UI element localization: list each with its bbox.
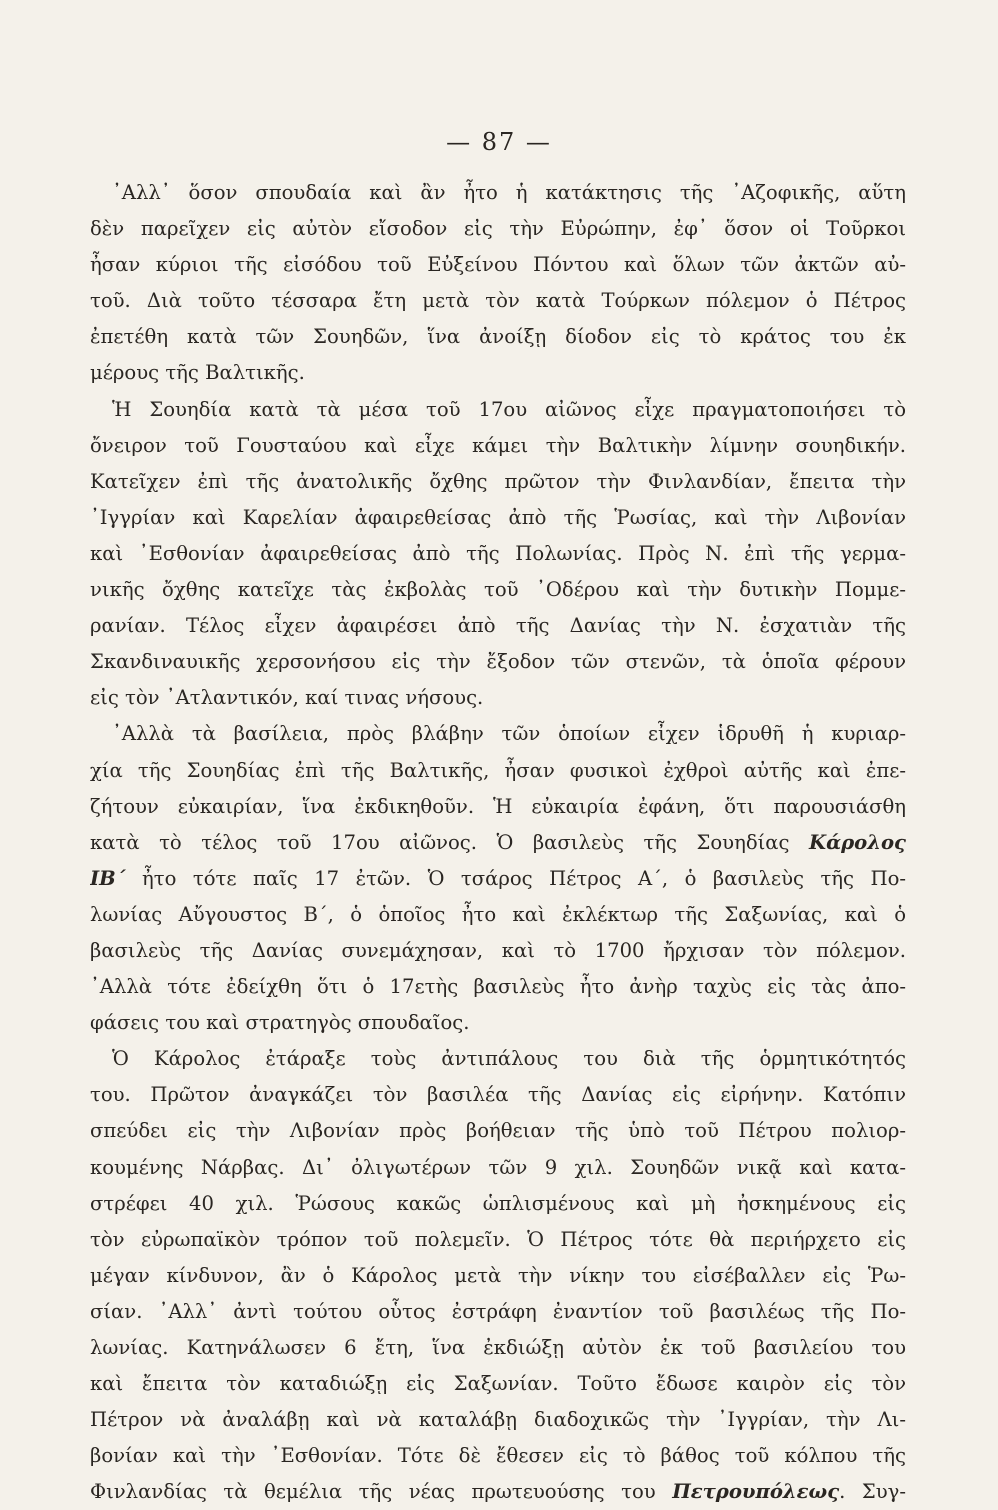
- line-text: φάσεις του καὶ στρατηγὸς σπουδαῖος.: [90, 1011, 470, 1035]
- text-line: [90, 283, 906, 319]
- text-line: [90, 1186, 906, 1222]
- line-text: ᾿Ιγγρίαν καὶ Καρελίαν ἀφαιρεθείσας ἀπὸ τῆς Ῥωσίας, καὶ τὴν Λιβονίαν: [90, 505, 906, 529]
- line-text: δὲν παρεῖχεν εἰς αὐτὸν εἴσοδον εἰς τὴν Εὐρώπην, ἐφ᾿ ὅσον οἱ Τοῦρκοι: [90, 217, 906, 241]
- line-text: ἦτο τότε παῖς 17 ἐτῶν. Ὁ τσάρος Πέτρος Α΄, ὁ βασιλεὺς τῆς Πο-: [125, 866, 906, 890]
- text-line: [90, 789, 906, 825]
- line-text: εἰς τὸν ᾿Ατλαντικόν, καί τινας νήσους.: [90, 686, 484, 710]
- text-line: [90, 1294, 906, 1330]
- text-line: [90, 500, 906, 536]
- line-text: βασιλεὺς τῆς Δανίας συνεμάχησαν, καὶ τὸ 1700 ἤρχισαν τὸν πόλεμον.: [90, 938, 906, 962]
- line-text: ρανίαν. Τέλος εἶχεν ἀφαιρέσει ἀπὸ τῆς Δανίας τὴν Ν. ἐσχατιὰν τῆς: [90, 614, 906, 638]
- line-text: ἐπετέθη κατὰ τῶν Σουηδῶν, ἵνα ἀνοίξῃ δίοδον εἰς τὸ κράτος του ἐκ: [90, 325, 906, 349]
- line-text: τὸν εὐρωπαϊκὸν τρόπον τοῦ πολεμεῖν. Ὁ Πέτρος τότε θὰ περιήρχετο εἰς: [90, 1227, 906, 1251]
- line-text: ᾿Αλλ᾿ ὅσον σπουδαία καὶ ἂν ἦτο ἡ κατάκτησις τῆς ᾿Αζοφικῆς, αὕτη: [112, 181, 906, 204]
- line-text: σπεύδει εἰς τὴν Λιβονίαν πρὸς βοήθειαν τῆς ὑπὸ τοῦ Πέτρου πολιορ-: [90, 1119, 906, 1143]
- text-line: [90, 1330, 906, 1366]
- text-line: [90, 861, 906, 897]
- body-text: [90, 175, 906, 1510]
- line-text: μέρους τῆς Βαλτικῆς.: [90, 361, 305, 385]
- text-line: [90, 1474, 906, 1510]
- text-line: [90, 644, 906, 680]
- text-line: [90, 680, 906, 716]
- line-text: λωνίας Αὔγουστος Β΄, ὁ ὁποῖος ἦτο καὶ ἐκλέκτωρ τῆς Σαξωνίας, καὶ ὁ: [90, 902, 906, 926]
- line-text: ὄνειρον τοῦ Γουσταύου καὶ εἶχε κάμει τὴν Βαλτικὴν λίμνην σουηδικήν.: [90, 433, 906, 457]
- line-text: Φινλανδίας τὰ θεμέλια τῆς νέας πρωτευούσης του: [90, 1480, 673, 1504]
- line-text: του. Πρῶτον ἀναγκάζει τὸν βασιλέα τῆς Δανίας εἰς εἰρήνην. Κατόπιν: [90, 1083, 906, 1107]
- text-line: [90, 933, 906, 969]
- line-text: Ὁ Κάρολος ἐτάραξε τοὺς ἀντιπάλους του διὰ τῆς ὁρμητικότητός: [112, 1047, 906, 1071]
- line-text: ᾿Αλλὰ τότε ἐδείχθη ὅτι ὁ 17ετὴς βασιλεὺς ἦτο ἀνὴρ ταχὺς εἰς τὰς ἀπο-: [90, 975, 906, 999]
- line-text: κατὰ τὸ τέλος τοῦ 17ου αἰῶνος. Ὁ βασιλεὺς τῆς Σουηδίας: [90, 830, 810, 854]
- text-line: [90, 392, 906, 428]
- line-text: ζήτουν εὐκαιρίαν, ἵνα ἐκδικηθοῦν. Ἡ εὐκαιρία ἐφάνη, ὅτι παρουσιάσθη: [90, 794, 906, 818]
- line-text: σίαν. ᾿Αλλ᾿ ἀντὶ τούτου οὗτος ἐστράφη ἐναντίον τοῦ βασιλέως τῆς Πο-: [90, 1299, 906, 1323]
- text-line: [90, 1402, 906, 1438]
- text-line: [90, 355, 906, 391]
- text-line: [90, 1041, 906, 1077]
- line-text: βονίαν καὶ τὴν ᾿Εσθονίαν. Τότε δὲ ἔθεσεν εἰς τὸ βάθος τοῦ κόλπου τῆς: [90, 1444, 906, 1468]
- text-line: [90, 716, 906, 752]
- text-line: [90, 428, 906, 464]
- text-line: [90, 897, 906, 933]
- text-line: [90, 1077, 906, 1113]
- line-text: νικῆς ὄχθης κατεῖχε τὰς ἐκβολὰς τοῦ ᾿Οδέρου καὶ τὴν δυτικὴν Πομμε-: [90, 578, 906, 602]
- text-line: [90, 969, 906, 1005]
- line-text: καὶ ᾿Εσθονίαν ἀφαιρεθείσας ἀπὸ τῆς Πολωνίας. Πρὸς Ν. ἐπὶ τῆς γερμα-: [90, 541, 906, 565]
- text-line: [90, 825, 906, 861]
- line-text: ἦσαν κύριοι τῆς εἰσόδου τοῦ Εὐξείνου Πόντου καὶ ὅλων τῶν ἀκτῶν αὐ-: [90, 253, 906, 277]
- page-number: — 87 —: [446, 128, 552, 156]
- line-tail: . Συγ-: [839, 1480, 906, 1504]
- line-text: μέγαν κίνδυνον, ἂν ὁ Κάρολος μετὰ τὴν νίκην του εἰσέβαλλεν εἰς Ῥω-: [90, 1263, 906, 1287]
- emphasized-name: ΙΒ΄: [90, 866, 126, 890]
- line-text: Σκανδιναυικῆς χερσονήσου εἰς τὴν ἔξοδον τῶν στενῶν, τὰ ὁποῖα φέρουν: [90, 650, 906, 674]
- text-line: [90, 319, 906, 355]
- text-line: [90, 572, 906, 608]
- text-line: [90, 536, 906, 572]
- emphasized-name: Πετρουπόλεως: [672, 1480, 840, 1504]
- line-text: χία τῆς Σουηδίας ἐπὶ τῆς Βαλτικῆς, ἦσαν φυσικοὶ ἐχθροὶ αὐτῆς καὶ ἐπε-: [90, 758, 906, 782]
- text-line: [90, 175, 906, 211]
- line-text: κουμένης Νάρβας. Δι᾿ ὀλιγωτέρων τῶν 9 χιλ. Σουηδῶν νικᾷ καὶ κατα-: [90, 1155, 906, 1179]
- text-line: [90, 211, 906, 247]
- line-text: Ἡ Σουηδία κατὰ τὰ μέσα τοῦ 17ου αἰῶνος εἶχε πραγματοποιήσει τὸ: [112, 397, 906, 421]
- emphasized-name: Κάρολος: [809, 830, 906, 854]
- line-text: καὶ ἔπειτα τὸν καταδιώξῃ εἰς Σαξωνίαν. Τοῦτο ἔδωσε καιρὸν εἰς τὸν: [90, 1372, 906, 1396]
- line-text: τοῦ. Διὰ τοῦτο τέσσαρα ἔτη μετὰ τὸν κατὰ Τούρκων πόλεμον ὁ Πέτρος: [90, 289, 906, 313]
- text-line: [90, 247, 906, 283]
- line-text: Κατεῖχεν ἐπὶ τῆς ἀνατολικῆς ὄχθης πρῶτον τὴν Φινλανδίαν, ἔπειτα τὴν: [90, 469, 906, 493]
- line-text: ᾿Αλλὰ τὰ βασίλεια, πρὸς βλάβην τῶν ὁποίων εἶχεν ἱδρυθῆ ἡ κυριαρ-: [112, 722, 906, 746]
- text-line: [90, 608, 906, 644]
- text-line: [90, 1258, 906, 1294]
- text-line: [90, 1222, 906, 1258]
- line-text: λωνίας. Κατηνάλωσεν 6 ἔτη, ἵνα ἐκδιώξῃ αὐτὸν ἐκ τοῦ βασιλείου του: [90, 1336, 906, 1359]
- line-text: Πέτρον νὰ ἀναλάβῃ καὶ νὰ καταλάβῃ διαδοχικῶς τὴν ᾿Ιγγρίαν, τὴν Λι-: [90, 1408, 906, 1432]
- text-line: [90, 1438, 906, 1474]
- text-line: [90, 1366, 906, 1402]
- text-line: [90, 753, 906, 789]
- text-line: [90, 1005, 906, 1041]
- line-text: στρέφει 40 χιλ. Ῥώσους κακῶς ὡπλισμένους καὶ μὴ ἠσκημένους εἰς: [90, 1191, 906, 1215]
- text-line: [90, 1150, 906, 1186]
- text-line: [90, 1113, 906, 1149]
- text-line: [90, 464, 906, 500]
